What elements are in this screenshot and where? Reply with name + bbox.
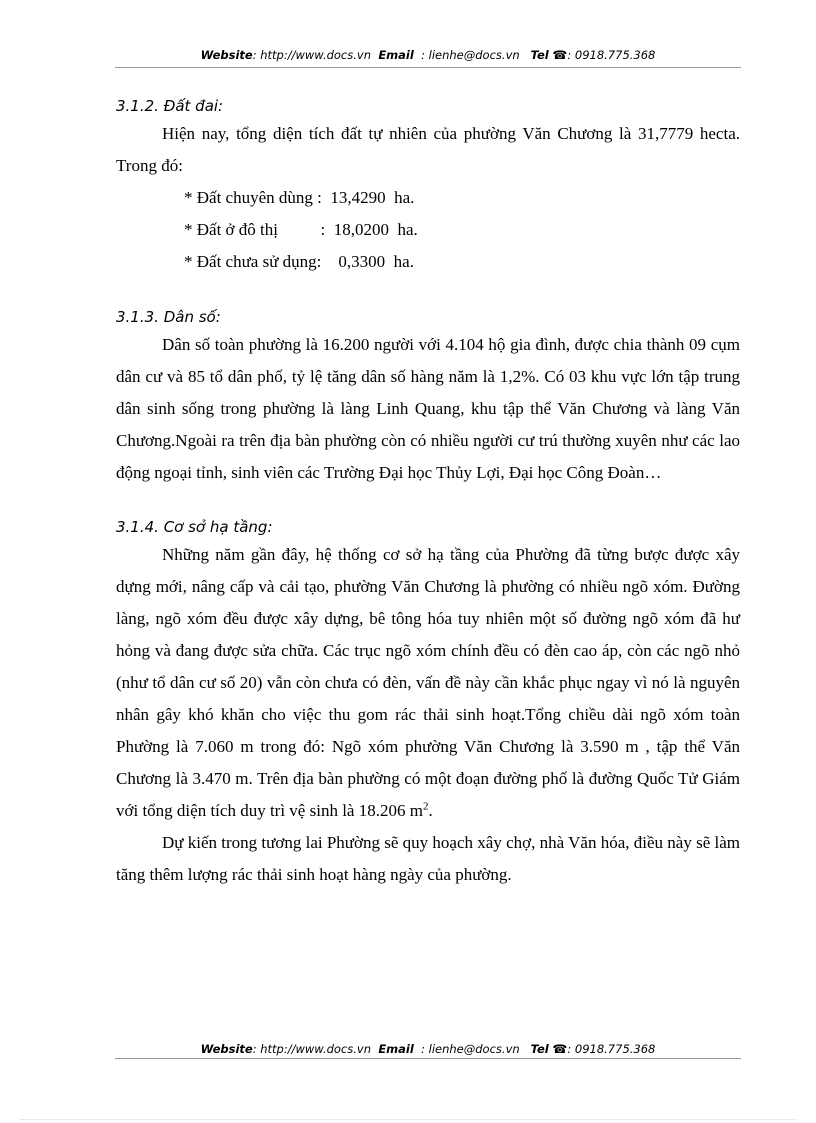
section-heading-dat-dai: 3.1.2. Đất đai: (116, 97, 224, 115)
superscript-exponent: 2 (422, 800, 429, 813)
footer-website-label: Website (200, 1042, 253, 1056)
section-heading-dan-so: 3.1.3. Dân số: (116, 308, 221, 326)
header-email-label: Email (378, 48, 414, 62)
header-email-value: : lienhe@docs.vn (421, 48, 520, 62)
land-use-item: * Đất ở đô thị : 18,0200 ha. (184, 220, 418, 239)
footer-email-label: Email (378, 1042, 414, 1056)
header-tel-label: Tel (530, 48, 549, 62)
footer-tel-label: Tel (530, 1042, 549, 1056)
infrastructure-text-end: . (428, 801, 433, 820)
section-intro-dat-dai: Hiện nay, tổng diện tích đất tự nhiên của phường Văn Chương là 31,7779 hecta. Trong đó: (116, 124, 740, 175)
infrastructure-text: Những năm gần đây, hệ thống cơ sở hạ tầng của Phường đã từng bược được xây dựng mới, nâng cấp và cải tạo, phường Văn Chương là phường có nhiều ngõ xóm. Đường làng, ngõ xóm đều được xây dựng, bê tông hóa tuy nhiên một số đường ngõ xóm đã hư hỏng và đang được sửa chữa. Các trục ngõ xóm chính đều có đèn cao áp, còn các ngõ nhỏ (như tổ dân cư số 20) vẫn còn chưa có đèn, vấn đề này cần khắc phục ngay vì nó là nguyên nhân gây khó khăn cho việc thu gom rác thải sinh hoạt.Tổng chiều dài ngõ xóm toàn Phường là 7.060 m trong đó: Ngõ xóm phường Văn Chương là 3.590 m , tập thể Văn Chương là 3.470 m. Trên địa bàn phường có một đoạn đường phố là đường Quốc Tử Giám với tổng diện tích duy trì vệ sinh là 18.206 m (116, 545, 740, 820)
page-bottom-border (20, 1119, 796, 1120)
land-use-list (116, 182, 740, 278)
footer-divider (115, 1058, 741, 1059)
footer-email-value: : lienhe@docs.vn (421, 1042, 520, 1056)
section-heading-co-so-ha-tang: 3.1.4. Cơ sở hạ tầng: (116, 518, 273, 536)
section-paragraph-dan-so: Dân số toàn phường là 16.200 người với 4.104 hộ gia đình, được chia thành 09 cụm dân cư và 85 tổ dân phố, tỷ lệ tăng dân số hàng năm là 1,2%. Có 03 khu vực lớn tập trung dân sinh sống trong phường là làng Linh Quang, khu tập thể Văn Chương và làng Văn Chương.Ngoài ra trên địa bàn phường còn có nhiều người cư trú thường xuyên như các lao động ngoại tỉnh, sinh viên các Trường Đại học Thủy Lợi, Đại học Công Đoàn… (116, 335, 740, 482)
header-tel-value: : 0918.775.368 (567, 48, 656, 62)
phone-icon: ☎ (552, 48, 568, 62)
header-divider (115, 67, 741, 68)
land-use-item: * Đất chưa sử dụng: 0,3300 ha. (184, 252, 414, 271)
land-use-item: * Đất chuyên dùng : 13,4290 ha. (184, 188, 415, 207)
section-paragraph-co-so-ha-tang (116, 539, 740, 827)
page-header (115, 48, 741, 62)
page-footer (115, 1042, 741, 1056)
phone-icon: ☎ (552, 1042, 568, 1056)
header-website-label: Website (200, 48, 253, 62)
footer-website-value: : http://www.docs.vn (252, 1042, 371, 1056)
header-website-value: : http://www.docs.vn (252, 48, 371, 62)
footer-tel-value: : 0918.775.368 (567, 1042, 656, 1056)
document-body (116, 94, 740, 891)
section-paragraph-future-plan: Dự kiến trong tương lai Phường sẽ quy hoạch xây chợ, nhà Văn hóa, điều này sẽ làm tăng thêm lượng rác thải sinh hoạt hàng ngày của phường. (116, 833, 740, 884)
